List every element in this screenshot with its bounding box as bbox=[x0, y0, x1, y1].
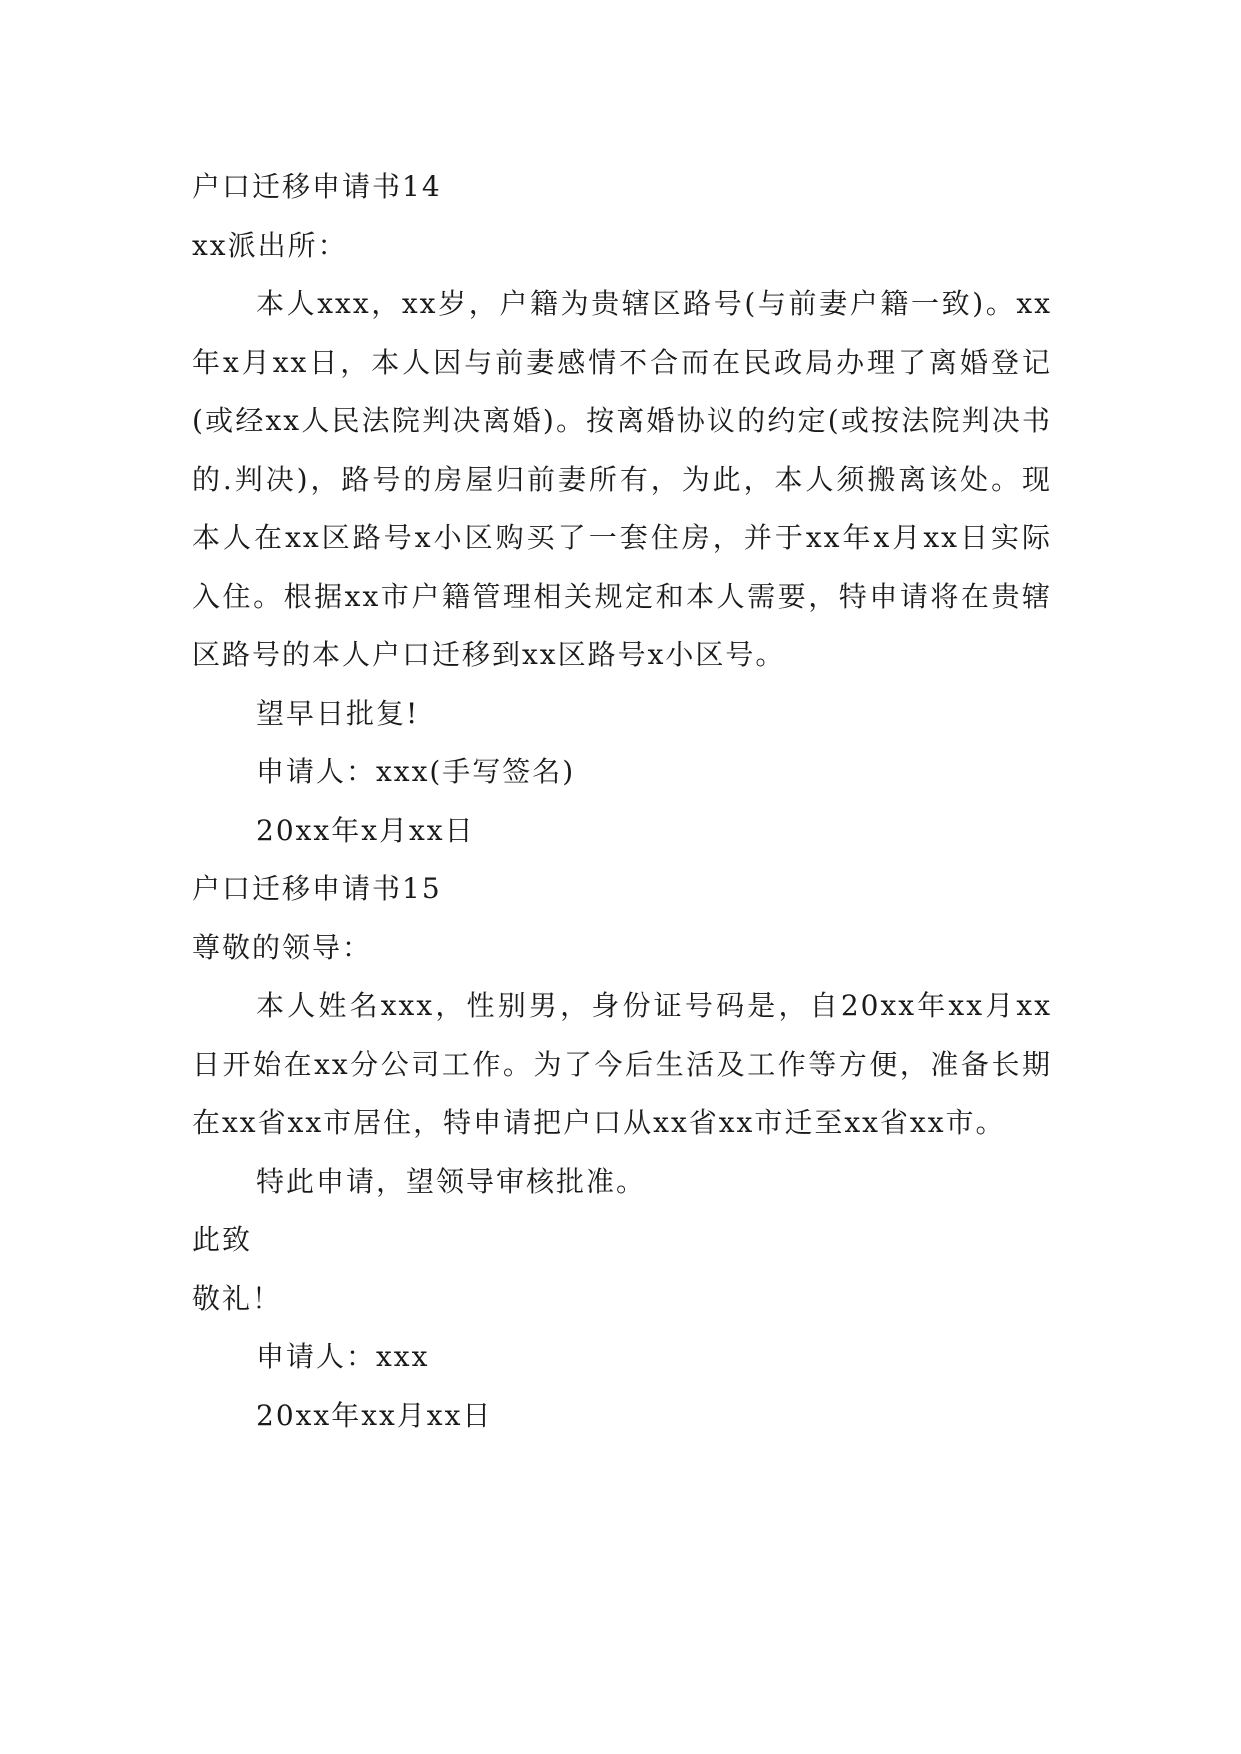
letter2-request: 特此申请，望领导审核批准。 bbox=[256, 1164, 647, 1198]
letter1-salutation: xx派出所： bbox=[192, 228, 348, 262]
letter1-date: 20xx年x月xx日 bbox=[256, 813, 475, 847]
letter2-date: 20xx年xx月xx日 bbox=[256, 1398, 493, 1432]
letter2-applicant: 申请人：xxx bbox=[256, 1340, 430, 1373]
letter1-closing: 望早日批复! bbox=[256, 696, 420, 730]
letter2-body: 本人姓名xxx，性别男，身份证号码是，自20xx年xx月xx日开始在xx分公司工作。为了今后生活及工作等方便，准备长期在xx省xx市居住，特申请把户口从xx省xx市迁至xx省xx市。 bbox=[192, 989, 1052, 1139]
letter2-salutation: 尊敬的领导： bbox=[192, 930, 373, 964]
letter2-title: 户口迁移申请书15 bbox=[192, 872, 442, 905]
letter1-title: 户口迁移申请书14 bbox=[192, 170, 442, 203]
letter2-regards-close: 敬礼！ bbox=[192, 1281, 283, 1315]
letter1-applicant: 申请人：xxx(手写签名) bbox=[256, 755, 576, 788]
document-content bbox=[192, 158, 1052, 1445]
letter1-body: 本人xxx，xx岁，户籍为贵辖区路号(与前妻户籍一致)。xx年x月xx日，本人因与前妻感情不合而在民政局办理了离婚登记(或经xx人民法院判决离婚)。按离婚协议的约定(或按法院判决书的.判决)，路号的房屋归前妻所有，为此，本人须搬离该处。现本人在xx区路号x小区购买了一套住房，并于xx年x月xx日实际入住。根据xx市户籍管理相关规定和本人需要，特申请将在贵辖区路号的本人户口迁移到xx区路号x小区号。 bbox=[192, 287, 1052, 671]
letter2-regards-open: 此致 bbox=[192, 1223, 253, 1256]
